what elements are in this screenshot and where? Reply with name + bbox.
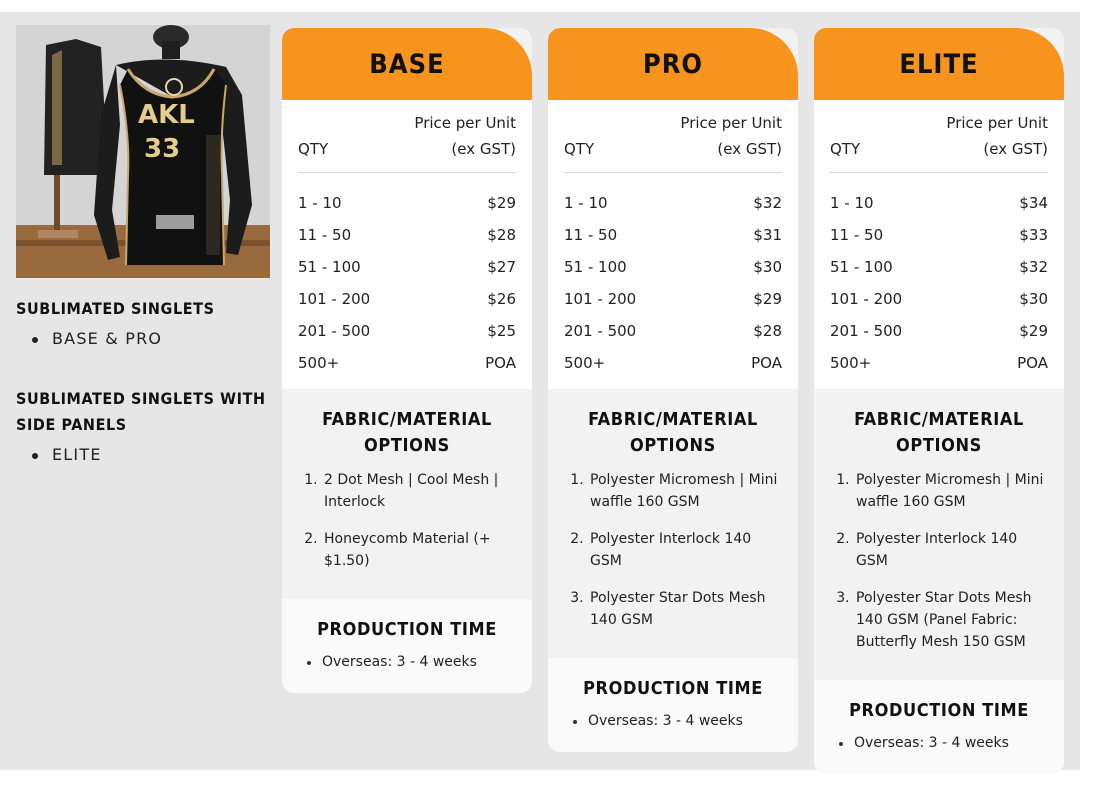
qty-cell: 101 - 200 — [564, 290, 637, 308]
price-row — [298, 347, 516, 379]
price-row — [830, 187, 1048, 219]
price-cell: POA — [1017, 354, 1048, 372]
qty-cell: 1 - 10 — [830, 194, 874, 212]
price-header-line1: Price per Unit — [946, 114, 1048, 132]
price-table — [282, 100, 532, 389]
qty-header: QTY — [298, 140, 329, 158]
fabric-options — [548, 389, 798, 658]
price-row — [298, 315, 516, 347]
price-cell: $27 — [487, 258, 516, 276]
production-list — [564, 710, 782, 732]
price-row — [830, 347, 1048, 379]
fabric-item: 2. Honeycomb Material (+ $1.50) — [322, 528, 516, 572]
card-header — [548, 28, 798, 100]
qty-cell: 11 - 50 — [564, 226, 618, 244]
price-table-header — [564, 110, 782, 173]
price-row — [830, 219, 1048, 251]
pricing-card-base — [282, 28, 532, 693]
qty-cell: 101 - 200 — [830, 290, 903, 308]
fabric-item: 3. Polyester Star Dots Mesh 140 GSM (Panel Fabric: Butterfly Mesh 150 GSM — [854, 587, 1048, 653]
category-heading: SUBLIMATED SINGLETS — [16, 299, 215, 318]
fabric-item: 2. Polyester Interlock 140 GSM — [854, 528, 1048, 572]
price-cell: $31 — [753, 226, 782, 244]
price-header — [928, 110, 1048, 162]
price-header — [396, 110, 516, 162]
price-table-header — [298, 110, 516, 173]
fabric-heading: FABRIC/MATERIAL OPTIONS — [588, 409, 758, 456]
price-cell: POA — [751, 354, 782, 372]
fabric-options — [814, 389, 1064, 680]
price-row — [830, 315, 1048, 347]
price-row — [298, 251, 516, 283]
price-row — [298, 283, 516, 315]
qty-header: QTY — [830, 140, 861, 158]
category-list — [30, 442, 266, 468]
card-title: BASE — [369, 48, 445, 80]
price-cell: $28 — [753, 322, 782, 340]
fabric-item: 2. Polyester Interlock 140 GSM — [588, 528, 782, 572]
price-header-line2: (ex GST) — [451, 140, 516, 158]
jersey-number: 33 — [144, 134, 181, 164]
pricing-card-pro — [548, 28, 798, 752]
price-cell: $29 — [1019, 322, 1048, 340]
price-table — [548, 100, 798, 389]
fabric-item: 3. Polyester Star Dots Mesh 140 GSM — [588, 587, 782, 631]
qty-cell: 101 - 200 — [298, 290, 371, 308]
price-cell: $29 — [753, 290, 782, 308]
price-row — [564, 315, 782, 347]
price-cell: $25 — [487, 322, 516, 340]
production-item: Overseas: 3 - 4 weeks — [830, 732, 1048, 754]
product-categories — [16, 296, 266, 468]
price-cell: $28 — [487, 226, 516, 244]
qty-cell: 201 - 500 — [564, 322, 637, 340]
card-title: ELITE — [899, 48, 979, 80]
fabric-list — [298, 469, 516, 572]
price-header — [662, 110, 782, 162]
qty-cell: 11 - 50 — [298, 226, 352, 244]
price-table-header — [830, 110, 1048, 173]
card-header — [814, 28, 1064, 100]
fabric-options — [282, 389, 532, 599]
production-heading: PRODUCTION TIME — [583, 678, 763, 699]
price-row — [298, 219, 516, 251]
qty-cell: 500+ — [298, 354, 340, 372]
price-row — [564, 187, 782, 219]
category-item: ELITE — [30, 442, 266, 468]
price-header-line1: Price per Unit — [414, 114, 516, 132]
qty-cell: 11 - 50 — [830, 226, 884, 244]
jersey-illustration — [16, 25, 270, 278]
price-cell: $33 — [1019, 226, 1048, 244]
qty-cell: 500+ — [564, 354, 606, 372]
price-row — [564, 251, 782, 283]
qty-cell: 201 - 500 — [830, 322, 903, 340]
card-header — [282, 28, 532, 100]
price-row — [564, 283, 782, 315]
category-item: BASE & PRO — [30, 326, 266, 352]
pricing-card-elite — [814, 28, 1064, 774]
fabric-list — [830, 469, 1048, 653]
price-cell: $32 — [753, 194, 782, 212]
price-row — [564, 219, 782, 251]
fabric-heading: FABRIC/MATERIAL OPTIONS — [854, 409, 1024, 456]
price-row — [298, 187, 516, 219]
fabric-item: 1. Polyester Micromesh | Mini waffle 160 GSM — [854, 469, 1048, 513]
price-row — [564, 347, 782, 379]
price-header-line1: Price per Unit — [680, 114, 782, 132]
qty-cell: 201 - 500 — [298, 322, 371, 340]
card-title: PRO — [642, 48, 704, 80]
qty-cell: 1 - 10 — [564, 194, 608, 212]
price-row — [830, 283, 1048, 315]
qty-cell: 51 - 100 — [830, 258, 893, 276]
price-header-line2: (ex GST) — [983, 140, 1048, 158]
production-heading: PRODUCTION TIME — [317, 619, 497, 640]
price-header-line2: (ex GST) — [717, 140, 782, 158]
price-cell: POA — [485, 354, 516, 372]
qty-header: QTY — [564, 140, 595, 158]
qty-cell: 1 - 10 — [298, 194, 342, 212]
fabric-item: 1. Polyester Micromesh | Mini waffle 160 GSM — [588, 469, 782, 513]
production-list — [830, 732, 1048, 754]
product-image — [16, 25, 270, 278]
category-group — [16, 386, 266, 468]
price-cell: $29 — [487, 194, 516, 212]
qty-cell: 51 - 100 — [564, 258, 627, 276]
jersey-letters: AKL — [138, 100, 195, 130]
category-list — [30, 326, 266, 352]
production-list — [298, 651, 516, 673]
price-cell: $32 — [1019, 258, 1048, 276]
category-heading: SUBLIMATED SINGLETS WITH SIDE PANELS — [16, 389, 266, 434]
qty-cell: 51 - 100 — [298, 258, 361, 276]
price-cell: $30 — [1019, 290, 1048, 308]
qty-cell: 500+ — [830, 354, 872, 372]
price-cell: $34 — [1019, 194, 1048, 212]
price-cell: $30 — [753, 258, 782, 276]
production-item: Overseas: 3 - 4 weeks — [564, 710, 782, 732]
production-time — [548, 658, 798, 752]
production-item: Overseas: 3 - 4 weeks — [298, 651, 516, 673]
fabric-list — [564, 469, 782, 631]
price-table — [814, 100, 1064, 389]
fabric-item: 1. 2 Dot Mesh | Cool Mesh | Interlock — [322, 469, 516, 513]
production-heading: PRODUCTION TIME — [849, 700, 1029, 721]
category-group — [16, 296, 266, 352]
fabric-heading: FABRIC/MATERIAL OPTIONS — [322, 409, 492, 456]
price-row — [830, 251, 1048, 283]
production-time — [282, 599, 532, 693]
price-cell: $26 — [487, 290, 516, 308]
production-time — [814, 680, 1064, 774]
